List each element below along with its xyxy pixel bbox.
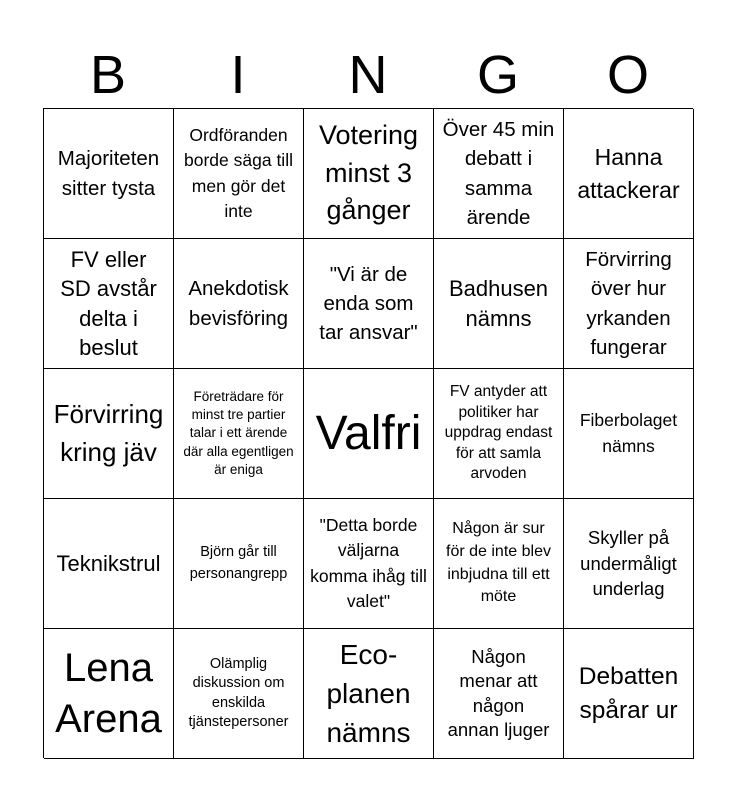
bingo-cell[interactable] — [44, 109, 174, 239]
cell-text: Hanna attackerar — [577, 144, 680, 203]
bingo-cell[interactable] — [434, 499, 564, 629]
cell-text: Badhusen nämns — [448, 276, 549, 331]
cell-text: Votering minst 3 gånger — [318, 119, 419, 226]
cell-text: Anekdotisk bevisföring — [188, 277, 289, 330]
header-letter-n: N — [348, 45, 388, 105]
bingo-cell[interactable] — [304, 629, 434, 759]
bingo-cell[interactable] — [44, 499, 174, 629]
cell-text: Förvirring kring jäv — [53, 399, 164, 467]
cell-text: Förvirring över hur yrkanden fungerar — [585, 248, 672, 359]
bingo-cell[interactable] — [304, 369, 434, 499]
cell-text: Olämplig diskussion om enskilda tjänstepersoner — [188, 655, 289, 730]
bingo-cell[interactable] — [304, 499, 434, 629]
cell-text: Över 45 min debatt i samma ärende — [442, 118, 555, 229]
cell-text: FV eller SD avstår delta i beslut — [60, 247, 157, 360]
bingo-cell[interactable] — [304, 109, 434, 239]
cell-text: Teknikstrul — [56, 550, 161, 576]
bingo-cell[interactable] — [434, 239, 564, 369]
cell-text: Eco-planen nämns — [326, 638, 411, 749]
bingo-board — [43, 108, 693, 758]
bingo-cell[interactable] — [174, 629, 304, 759]
header-letter-b: B — [89, 45, 127, 105]
bingo-cell[interactable] — [174, 369, 304, 499]
cell-text: Företrädare för minst tre partier talar i ett ärende där alla egentligen är eniga — [183, 388, 294, 477]
bingo-cell[interactable] — [564, 239, 694, 369]
bingo-cell[interactable] — [564, 499, 694, 629]
cell-text: "Vi är de enda som tar ansvar" — [319, 262, 418, 345]
cell-text: Någon är sur för de inte blev inbjudna till ett möte — [446, 519, 551, 606]
cell-text: Majoriteten sitter tysta — [57, 147, 160, 200]
bingo-cell[interactable] — [434, 629, 564, 759]
cell-text: Björn går till personangrepp — [189, 544, 288, 582]
cell-text: FV antyder att politiker har uppdrag endast för att samla arvoden — [444, 383, 553, 483]
bingo-cell[interactable] — [44, 369, 174, 499]
cell-text: Lena Arena — [55, 645, 162, 741]
cell-text: Debatten spårar ur — [578, 662, 679, 724]
bingo-cell[interactable] — [564, 629, 694, 759]
bingo-cell[interactable] — [174, 109, 304, 239]
bingo-cell[interactable] — [44, 239, 174, 369]
header-letter-o: O — [606, 45, 649, 105]
bingo-cell[interactable] — [44, 629, 174, 759]
bingo-cell[interactable] — [304, 239, 434, 369]
cell-text: Skyller på undermåligt underlag — [580, 526, 677, 600]
header-letter-i: I — [230, 45, 246, 105]
bingo-cell[interactable] — [564, 109, 694, 239]
header-letter-g: G — [476, 45, 519, 105]
bingo-cell[interactable] — [434, 369, 564, 499]
bingo-cell[interactable] — [434, 109, 564, 239]
bingo-cell[interactable] — [174, 239, 304, 369]
cell-text: Någon menar att någon annan ljuger — [447, 646, 550, 740]
cell-text: "Detta borde väljarna komma ihåg till valet" — [310, 514, 427, 611]
bingo-cell[interactable] — [174, 499, 304, 629]
bingo-header — [43, 40, 693, 110]
bingo-cell[interactable] — [564, 369, 694, 499]
cell-text: Valfri — [315, 406, 422, 460]
cell-text: Ordföranden borde säga till men gör det inte — [184, 124, 293, 221]
cell-text: Fiberbolaget nämns — [579, 410, 678, 456]
